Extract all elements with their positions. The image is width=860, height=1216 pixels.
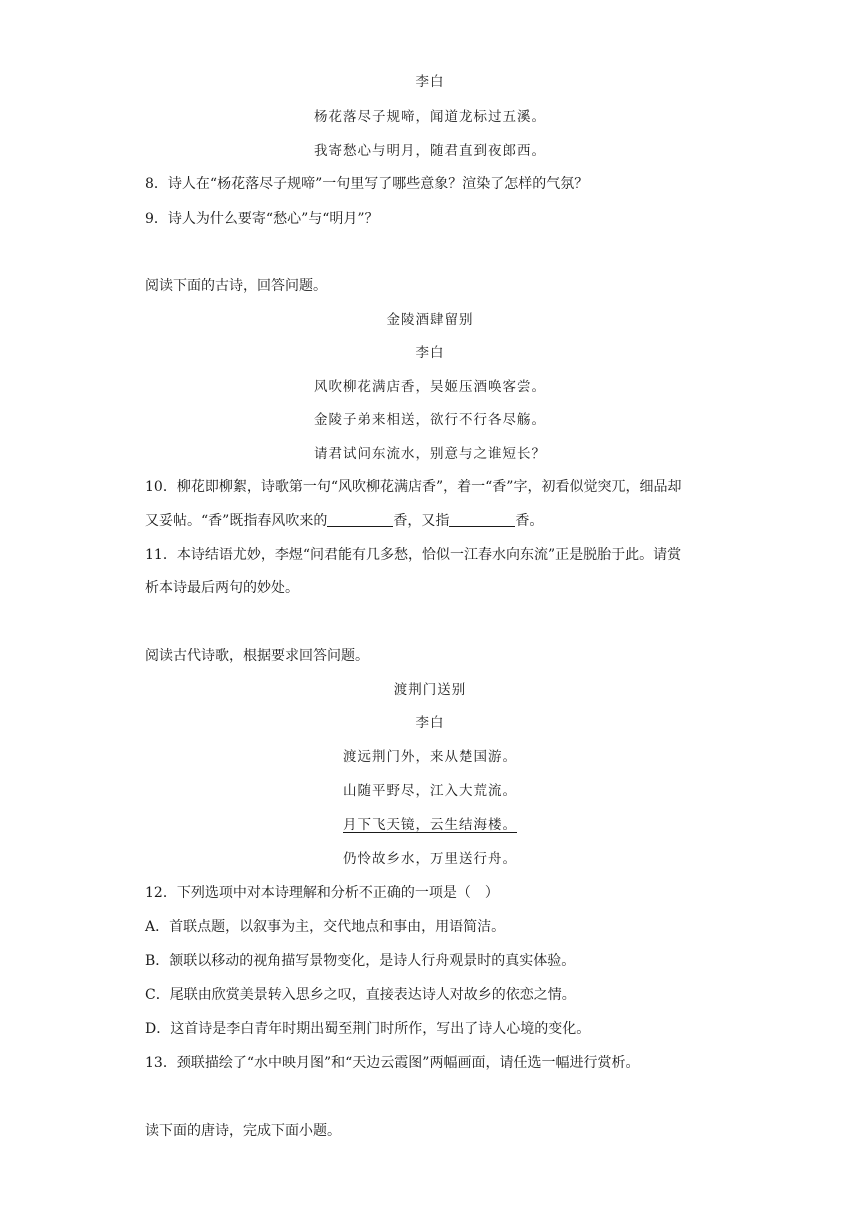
section3-poem-line-2: 山随平野尽，江入大荒流。 [343, 783, 517, 799]
question-10-text-a: 又妥帖。“香”既指春风吹来的 [145, 513, 328, 529]
question-12-stem: 12．下列选项中对本诗理解和分析不正确的一项是（ ） [145, 885, 499, 901]
question-13: 13．颈联描绘了“水中映月图”和“天边云霞图”两幅画面，请任选一幅进行赏析。 [145, 1055, 640, 1071]
section3-poem-line-1: 渡远荆门外，来从楚国游。 [343, 749, 517, 765]
question-10-line-2 [145, 511, 725, 531]
question-11-line-1: 11．本诗结语尤妙，李煜“问君能有几多愁，恰似一江春水向东流”正是脱胎于此。请赏 [145, 547, 682, 563]
question-11-line-2: 析本诗最后两句的妙处。 [145, 580, 299, 596]
question-10-line-1: 10．柳花即柳絮，诗歌第一句“风吹柳花满店香”，着一“香”字，初看似觉突兀，细品却 [145, 479, 682, 495]
answer-blank-2[interactable] [449, 512, 515, 527]
question-12-option-d[interactable]: D．这首诗是李白青年时期出蜀至荆门时所作，写出了诗人心境的变化。 [145, 1021, 591, 1037]
question-12-option-b[interactable]: B．颔联以移动的视角描写景物变化，是诗人行舟观景时的真实体验。 [145, 953, 576, 969]
section3-intro: 阅读古代诗歌，根据要求回答问题。 [145, 648, 369, 664]
question-8: 8．诗人在“杨花落尽子规啼”一句里写了哪些意象？渲染了怎样的气氛？ [145, 176, 589, 192]
question-12-option-a[interactable]: A．首联点题，以叙事为主，交代地点和事由，用语简洁。 [145, 919, 506, 935]
section2-poem-title: 金陵酒肆留别 [386, 312, 474, 328]
question-10-text-c: 香。 [515, 513, 544, 529]
section2-poem-line-3: 请君试问东流水，别意与之谁短长？ [314, 446, 546, 462]
poem1-line-1: 杨花落尽子规啼，闻道龙标过五溪。 [314, 109, 546, 125]
section2-poem-line-1: 风吹柳花满店香，吴姬压酒唤客尝。 [314, 379, 546, 395]
question-10-text-b: 香，又指 [393, 513, 450, 529]
section3-poem-line-3-wrap [0, 815, 860, 835]
section3-poem-line-4: 仍怜故乡水，万里送行舟。 [343, 851, 517, 867]
section3-poem-line-3: 月下飞天镜，云生结海楼。 [343, 817, 517, 833]
question-9: 9．诗人为什么要寄“愁心”与“明月”？ [145, 211, 379, 227]
section3-poem-title: 渡荆门送别 [393, 682, 467, 698]
answer-blank-1[interactable] [327, 512, 393, 527]
section3-poem-author: 李白 [415, 715, 445, 731]
poem1-line-2: 我寄愁心与明月，随君直到夜郎西。 [314, 143, 546, 159]
poem1-author: 李白 [415, 74, 445, 90]
section2-poem-author: 李白 [415, 345, 445, 361]
section2-poem-line-2: 金陵子弟来相送，欲行不行各尽觞。 [314, 412, 546, 428]
section4-intro: 读下面的唐诗，完成下面小题。 [145, 1123, 341, 1139]
question-12-option-c[interactable]: C．尾联由欣赏美景转入思乡之叹，直接表达诗人对故乡的依恋之情。 [145, 987, 576, 1003]
section2-intro: 阅读下面的古诗，回答问题。 [145, 278, 327, 294]
